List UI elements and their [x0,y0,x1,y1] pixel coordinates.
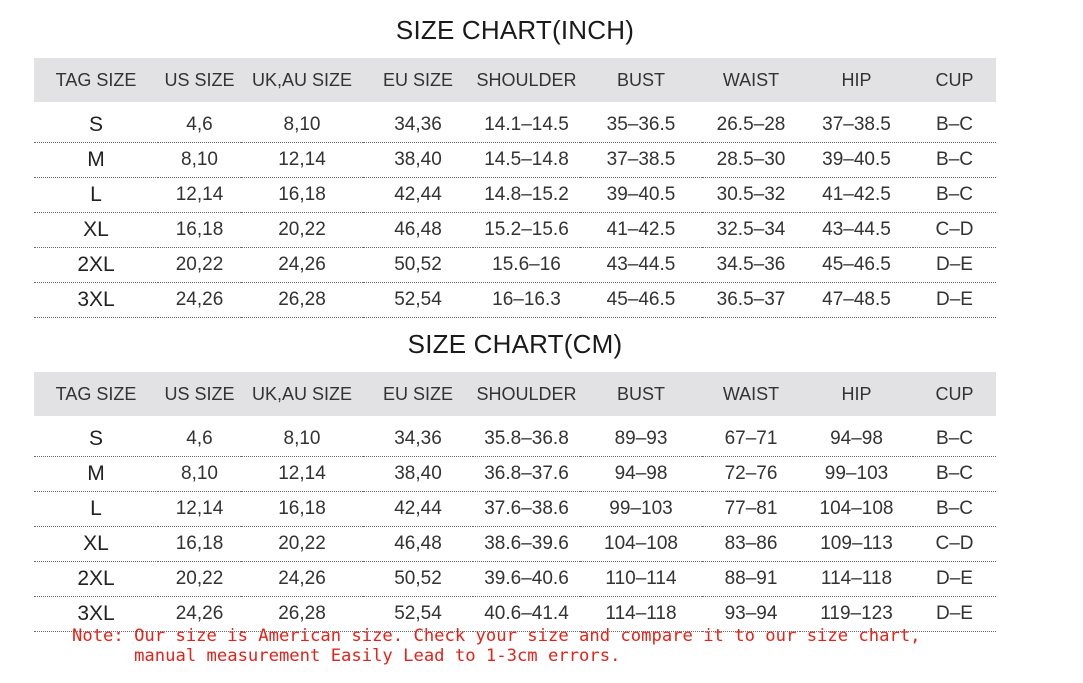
cell-eu-size: 42,44 [363,178,473,213]
cell-hip: 45–46.5 [800,248,913,283]
cell-uk-au-size: 12,14 [241,457,363,492]
cell-eu-size: 42,44 [363,492,473,527]
cell-us-size: 20,22 [158,562,241,597]
cell-uk-au-size: 24,26 [241,562,363,597]
cell-uk-au-size: 26,28 [241,597,363,632]
header-row [34,58,996,102]
cell-bust: 39–40.5 [580,178,702,213]
header-tag-size: TAG SIZE [34,58,158,102]
cell-shoulder: 38.6–39.6 [473,527,580,562]
cell-waist: 32.5–34 [702,213,800,248]
cell-bust: 89–93 [580,422,702,457]
cell-shoulder: 14.5–14.8 [473,143,580,178]
cell-tag-size: 2XL [34,248,158,283]
cell-uk-au-size: 12,14 [241,143,363,178]
cell-hip: 94–98 [800,422,913,457]
cell-tag-size: M [34,143,158,178]
header-shoulder: SHOULDER [473,372,580,416]
cell-us-size: 16,18 [158,213,241,248]
cell-cup: D–E [913,283,996,318]
cell-waist: 88–91 [702,562,800,597]
header-uk-au-size: UK,AU SIZE [241,58,363,102]
table-row [34,283,996,318]
cell-eu-size: 50,52 [363,248,473,283]
header-hip: HIP [800,58,913,102]
size-chart-inch [34,10,996,318]
cell-cup: B–C [913,108,996,143]
cell-cup: B–C [913,143,996,178]
cell-tag-size: S [34,422,158,457]
cell-tag-size: 3XL [34,597,158,632]
cell-hip: 47–48.5 [800,283,913,318]
cell-cup: D–E [913,248,996,283]
cell-uk-au-size: 16,18 [241,492,363,527]
cell-hip: 99–103 [800,457,913,492]
cell-eu-size: 34,36 [363,422,473,457]
header-waist: WAIST [702,58,800,102]
cell-cup: C–D [913,527,996,562]
cell-cup: B–C [913,457,996,492]
cell-tag-size: XL [34,527,158,562]
cell-cup: B–C [913,492,996,527]
cell-bust: 35–36.5 [580,108,702,143]
table-row [34,492,996,527]
chart-title-cm: SIZE CHART(CM) [407,329,623,359]
cell-shoulder: 14.1–14.5 [473,108,580,143]
cell-waist: 26.5–28 [702,108,800,143]
cell-tag-size: S [34,108,158,143]
cell-tag-size: XL [34,213,158,248]
table-row [34,422,996,457]
cell-uk-au-size: 24,26 [241,248,363,283]
table-row [34,457,996,492]
cell-eu-size: 38,40 [363,457,473,492]
cell-uk-au-size: 8,10 [241,108,363,143]
cell-us-size: 8,10 [158,457,241,492]
cell-waist: 77–81 [702,492,800,527]
header-eu-size: EU SIZE [363,372,473,416]
cell-hip: 109–113 [800,527,913,562]
cell-uk-au-size: 26,28 [241,283,363,318]
cell-shoulder: 37.6–38.6 [473,492,580,527]
header-cup: CUP [913,372,996,416]
cell-tag-size: M [34,457,158,492]
cell-us-size: 4,6 [158,108,241,143]
size-chart-cm [34,324,996,632]
table-row [34,562,996,597]
cell-waist: 72–76 [702,457,800,492]
header-waist: WAIST [702,372,800,416]
cell-bust: 37–38.5 [580,143,702,178]
table-row [34,108,996,143]
header-tag-size: TAG SIZE [34,372,158,416]
cell-bust: 45–46.5 [580,283,702,318]
cell-shoulder: 15.6–16 [473,248,580,283]
cell-eu-size: 46,48 [363,213,473,248]
cell-shoulder: 39.6–40.6 [473,562,580,597]
header-us-size: US SIZE [158,58,241,102]
cell-waist: 83–86 [702,527,800,562]
cell-eu-size: 52,54 [363,597,473,632]
cell-bust: 114–118 [580,597,702,632]
cell-waist: 36.5–37 [702,283,800,318]
table-row [34,248,996,283]
cell-us-size: 12,14 [158,492,241,527]
note-line-2: manual measurement Easily Lead to 1-3cm errors. [72,646,621,666]
cell-bust: 41–42.5 [580,213,702,248]
header-shoulder: SHOULDER [473,58,580,102]
note-line-1: Note: Our size is American size. Check your size and compare it to our size chart, [72,626,921,646]
cell-cup: D–E [913,562,996,597]
cell-us-size: 12,14 [158,178,241,213]
cell-waist: 93–94 [702,597,800,632]
cell-shoulder: 36.8–37.6 [473,457,580,492]
cell-hip: 119–123 [800,597,913,632]
header-hip: HIP [800,372,913,416]
cell-uk-au-size: 20,22 [241,213,363,248]
size-note [72,626,1032,666]
cell-cup: B–C [913,178,996,213]
cell-shoulder: 35.8–36.8 [473,422,580,457]
cell-tag-size: L [34,178,158,213]
cell-eu-size: 46,48 [363,527,473,562]
cell-uk-au-size: 20,22 [241,527,363,562]
header-bust: BUST [580,372,702,416]
cell-waist: 28.5–30 [702,143,800,178]
cell-bust: 94–98 [580,457,702,492]
chart-title-inch: SIZE CHART(INCH) [395,15,635,45]
cell-shoulder: 15.2–15.6 [473,213,580,248]
cell-eu-size: 50,52 [363,562,473,597]
cell-cup: D–E [913,597,996,632]
cell-eu-size: 38,40 [363,143,473,178]
cell-bust: 110–114 [580,562,702,597]
header-row [34,372,996,416]
cell-shoulder: 14.8–15.2 [473,178,580,213]
cell-us-size: 24,26 [158,283,241,318]
cell-hip: 104–108 [800,492,913,527]
cell-us-size: 4,6 [158,422,241,457]
cell-cup: B–C [913,422,996,457]
table-row [34,178,996,213]
cell-waist: 30.5–32 [702,178,800,213]
cell-uk-au-size: 8,10 [241,422,363,457]
cell-us-size: 16,18 [158,527,241,562]
header-us-size: US SIZE [158,372,241,416]
cell-hip: 43–44.5 [800,213,913,248]
cell-us-size: 24,26 [158,597,241,632]
cell-bust: 43–44.5 [580,248,702,283]
header-bust: BUST [580,58,702,102]
cell-tag-size: 2XL [34,562,158,597]
table-row [34,143,996,178]
cell-shoulder: 40.6–41.4 [473,597,580,632]
cell-eu-size: 34,36 [363,108,473,143]
cell-hip: 37–38.5 [800,108,913,143]
cell-hip: 39–40.5 [800,143,913,178]
cell-tag-size: L [34,492,158,527]
cell-cup: C–D [913,213,996,248]
size-table-cm [34,372,996,632]
header-uk-au-size: UK,AU SIZE [241,372,363,416]
cell-us-size: 8,10 [158,143,241,178]
size-table-inch [34,58,996,318]
cell-hip: 114–118 [800,562,913,597]
cell-us-size: 20,22 [158,248,241,283]
cell-tag-size: 3XL [34,283,158,318]
table-row [34,527,996,562]
header-cup: CUP [913,58,996,102]
cell-eu-size: 52,54 [363,283,473,318]
cell-bust: 99–103 [580,492,702,527]
cell-uk-au-size: 16,18 [241,178,363,213]
cell-shoulder: 16–16.3 [473,283,580,318]
cell-bust: 104–108 [580,527,702,562]
header-eu-size: EU SIZE [363,58,473,102]
cell-waist: 34.5–36 [702,248,800,283]
cell-waist: 67–71 [702,422,800,457]
table-row [34,213,996,248]
cell-hip: 41–42.5 [800,178,913,213]
